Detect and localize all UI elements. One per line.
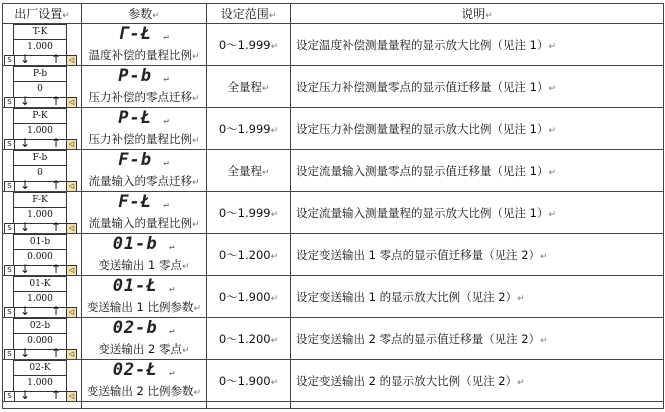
lcd-param-code: 01-K: [14, 277, 66, 292]
down-arrow-icon: ↓: [20, 52, 31, 66]
set-key-icon: S: [4, 55, 15, 66]
param-name: 变送输出 2 零点↵: [98, 342, 190, 356]
shift-key-icon: ◁: [66, 349, 77, 360]
down-arrow-icon: ↓: [20, 388, 31, 402]
down-arrow-icon: ↓: [20, 304, 31, 318]
param-cell: [82, 108, 207, 150]
factory-setting-cell: [3, 360, 82, 402]
shift-key-icon: ◁: [66, 97, 77, 108]
lcd-default-value: 0: [37, 168, 43, 178]
up-arrow-icon: ↑: [51, 220, 62, 234]
shift-key-icon: ◁: [66, 55, 77, 66]
lcd-default-value: 1.000: [27, 378, 53, 388]
segment-code: P-b ↵: [118, 66, 170, 86]
segment-code: P-Ł ↵: [118, 108, 170, 128]
range-cell: 0～1.900↵: [207, 276, 291, 318]
description-cell: 设定变送输出 2 零点的显示值迁移量（见注 2）↵: [291, 318, 664, 360]
segment-code: 02-Ł ↵: [112, 360, 176, 380]
param-cell: [82, 150, 207, 192]
description-cell: 设定变送输出 1 的显示放大比例（见注 2）↵: [291, 276, 664, 318]
table-row: [3, 276, 664, 318]
param-name: 压力补偿的量程比例↵: [88, 132, 200, 146]
table-row: [3, 402, 664, 409]
lcd-default-value: 1.000: [27, 126, 53, 136]
set-key-icon: S: [4, 223, 15, 234]
param-name: 压力补偿的零点迁移↵: [88, 90, 200, 104]
range-cell: 全量程↵: [207, 66, 291, 108]
table-row: [3, 108, 664, 150]
shift-key-icon: ◁: [66, 181, 77, 192]
lcd-param-code: P-b: [14, 67, 66, 82]
factory-setting-cell: [3, 318, 82, 360]
param-name: 温度补偿的量程比例↵: [88, 48, 200, 62]
up-arrow-icon: ↑: [51, 136, 62, 150]
table-row: [3, 234, 664, 276]
lcd-param-code: T-K: [14, 25, 66, 40]
factory-setting-cell: [3, 108, 82, 150]
segment-code: 01-b ↵: [112, 234, 176, 254]
factory-setting-cell: [3, 276, 82, 318]
down-arrow-icon: ↓: [20, 346, 31, 360]
factory-setting-cell: [3, 402, 82, 409]
header-factory: 出厂设置↵: [3, 4, 82, 24]
param-cell: [82, 318, 207, 360]
description-cell: 设定压力补偿测量量程的显示放大比例（见注 1）↵: [291, 108, 664, 150]
set-key-icon: S: [4, 265, 15, 276]
lcd-param-code: 02-b: [14, 319, 66, 334]
lcd-default-value: 1.000: [27, 294, 53, 304]
param-name: 流量输入的零点迁移↵: [88, 174, 200, 188]
description-cell: 设定流量输入测量零点的显示值迁移量（见注 1）↵: [291, 150, 664, 192]
lcd-param-code: 02-K: [14, 361, 66, 376]
description-cell: 设定温度补偿测量量程的显示放大比例（见注 1）↵: [291, 24, 664, 66]
set-key-icon: S: [4, 349, 15, 360]
param-cell: [82, 402, 207, 409]
param-cell: [82, 276, 207, 318]
segment-code: F-Ł ↵: [118, 192, 170, 212]
up-arrow-icon: ↑: [51, 178, 62, 192]
lcd-param-code: 01-b: [14, 235, 66, 250]
table-row: [3, 360, 664, 402]
range-cell: 0～1.999↵: [207, 24, 291, 66]
range-cell: 0～1.999↵: [207, 192, 291, 234]
factory-setting-cell: [3, 234, 82, 276]
set-key-icon: S: [4, 307, 15, 318]
range-cell: 0～1.200↵: [207, 318, 291, 360]
lcd-param-code: F-K: [14, 193, 66, 208]
range-cell: 全量程↵: [207, 150, 291, 192]
lcd-default-value: 1.000: [27, 210, 53, 220]
range-cell: 0～1.900↵: [207, 360, 291, 402]
shift-key-icon: ◁: [66, 139, 77, 150]
range-cell: 0～1.200↵: [207, 234, 291, 276]
header-range: 设定范围↵: [207, 4, 291, 24]
header-desc: 说明↵: [291, 4, 664, 24]
description-cell: 设定变送输出 2 的显示放大比例（见注 2）↵: [291, 360, 664, 402]
description-cell: 设定变送输出 1 零点的显示值迁移量（见注 2）↵: [291, 234, 664, 276]
set-key-icon: S: [4, 391, 15, 402]
range-cell: [207, 402, 291, 409]
factory-setting-cell: [3, 192, 82, 234]
description-cell: 设定压力补偿测量零点的显示值迁移量（见注 1）↵: [291, 66, 664, 108]
up-arrow-icon: ↑: [51, 388, 62, 402]
segment-code: F-b ↵: [118, 150, 170, 170]
param-cell: [82, 360, 207, 402]
set-key-icon: S: [4, 97, 15, 108]
segment-code: 02-b ↵: [112, 318, 176, 338]
description-cell: 设定流量输入测量量程的显示放大比例（见注 1）↵: [291, 192, 664, 234]
down-arrow-icon: ↓: [20, 220, 31, 234]
description-cell: [291, 402, 664, 409]
param-name: 变送输出 2 比例参数↵: [86, 384, 202, 398]
param-name: 流量输入的量程比例↵: [88, 216, 200, 230]
param-cell: [82, 192, 207, 234]
parameter-table: [2, 3, 664, 409]
table-row: [3, 192, 664, 234]
lcd-default-value: 1.000: [27, 42, 53, 52]
down-arrow-icon: ↓: [20, 178, 31, 192]
up-arrow-icon: ↑: [51, 346, 62, 360]
table-row: [3, 66, 664, 108]
shift-key-icon: ◁: [66, 265, 77, 276]
lcd-param-code: F-b: [14, 151, 66, 166]
lcd-default-value: 0: [37, 84, 43, 94]
table-row: [3, 150, 664, 192]
factory-setting-cell: [3, 66, 82, 108]
lcd-param-code: P-K: [14, 109, 66, 124]
param-cell: [82, 24, 207, 66]
param-name: 变送输出 1 零点↵: [98, 258, 190, 272]
param-cell: [82, 66, 207, 108]
up-arrow-icon: ↑: [51, 94, 62, 108]
table-row: [3, 24, 664, 66]
shift-key-icon: ◁: [66, 391, 77, 402]
lcd-default-value: 0.000: [27, 252, 53, 262]
header-row: [3, 4, 664, 24]
lcd-default-value: 0.000: [27, 336, 53, 346]
down-arrow-icon: ↓: [20, 94, 31, 108]
param-name: 变送输出 1 比例参数↵: [86, 300, 202, 314]
up-arrow-icon: ↑: [51, 52, 62, 66]
up-arrow-icon: ↑: [51, 304, 62, 318]
shift-key-icon: ◁: [66, 223, 77, 234]
segment-code: 01-Ł ↵: [112, 276, 176, 296]
shift-key-icon: ◁: [66, 307, 77, 318]
param-cell: [82, 234, 207, 276]
down-arrow-icon: ↓: [20, 262, 31, 276]
segment-code: Γ-Ł ↵: [118, 24, 170, 44]
header-param: 参数↵: [82, 4, 207, 24]
range-cell: 0～1.999↵: [207, 108, 291, 150]
up-arrow-icon: ↑: [51, 262, 62, 276]
factory-setting-cell: [3, 150, 82, 192]
down-arrow-icon: ↓: [20, 136, 31, 150]
set-key-icon: S: [4, 139, 15, 150]
set-key-icon: S: [4, 181, 15, 192]
factory-setting-cell: [3, 24, 82, 66]
table-row: [3, 318, 664, 360]
